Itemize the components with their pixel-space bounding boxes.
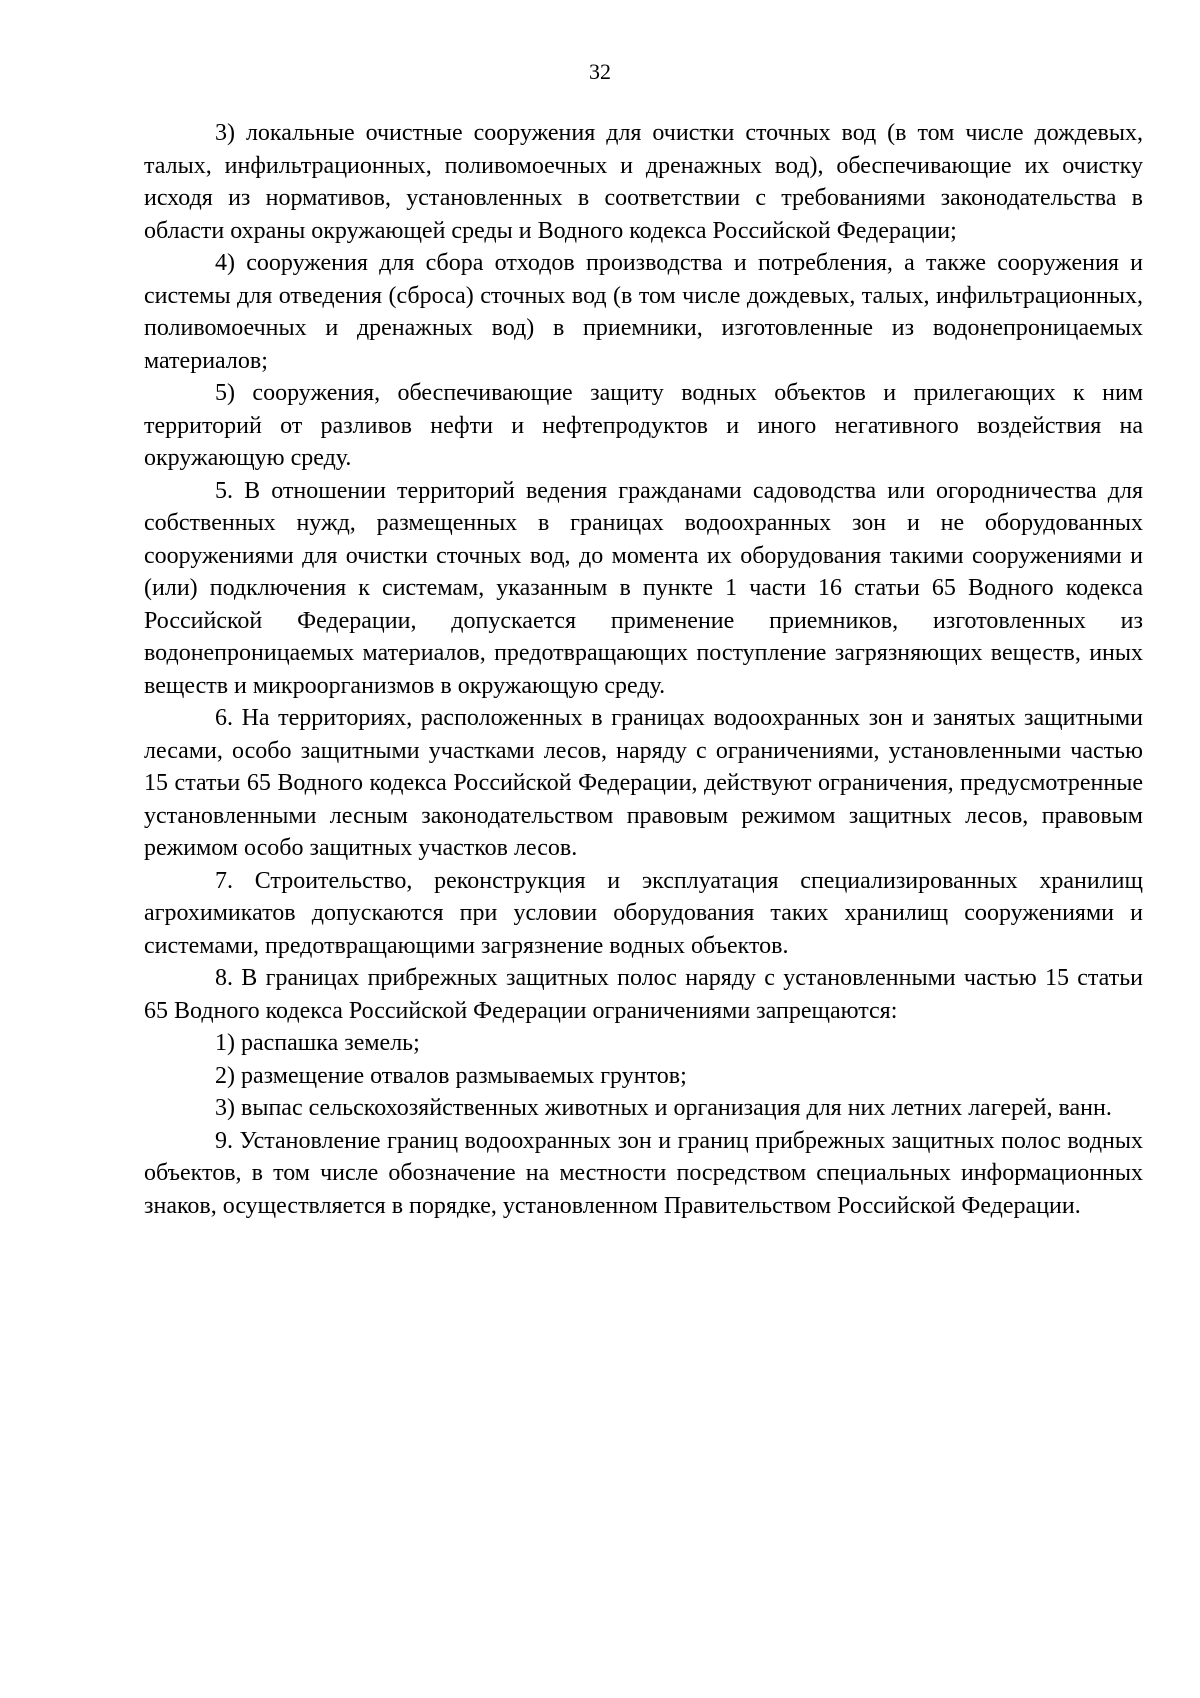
page-number: 32: [589, 59, 611, 84]
paragraph-item-2-dumps: 2) размещение отвалов размываемых грунтов;: [215, 1062, 687, 1089]
paragraph-item-4-waste-collection: 4) сооружения для сбора отходов производства и потребления, а также сооружения и системы для отведения (сброса) сточных вод (в том числе дождевых, талых, инфильтрационных, поливомоечных и дренажных вод) в приемники, изготовленные из водонепроницаемых материалов;: [144, 250, 1143, 374]
document-body: [144, 117, 1143, 1222]
paragraph-clause-5-gardening: 5. В отношении территорий ведения гражданами садоводства или огородничества для собственных нужд, размещенных в границах водоохранных зон и не оборудованных сооружениями для очистки сточных вод, до момента их оборудования такими сооружениями и (или) подключения к системам, указанным в пункте 1 части 16 статьи 65 Водного кодекса Российской Федерации, допускается применение приемников, изготовленных из водонепроницаемых материалов, предотвращающих поступление загрязняющих веществ, иных веществ и микроорганизмов в окружающую среду.: [144, 477, 1143, 699]
paragraph-item-1-plowing: 1) распашка земель;: [215, 1030, 420, 1056]
paragraph-clause-9-boundaries: 9. Установление границ водоохранных зон и границ прибрежных защитных полос водных объектов, в том числе обозначение на местности посредством специальных информационных знаков, осуществляется в порядке, установленном Правительством Российской Федерации.: [144, 1127, 1143, 1219]
paragraph-item-3-local-treatment: 3) локальные очистные сооружения для очистки сточных вод (в том числе дождевых, талых, инфильтрационных, поливомоечных и дренажных вод), обеспечивающие их очистку исходя из нормативов, установленных в соответствии с требованиями законодательства в области охраны окружающей среды и Водного кодекса Российской Федерации;: [144, 120, 1143, 244]
paragraph-item-5-oil-spill-protection: 5) сооружения, обеспечивающие защиту водных объектов и прилегающих к ним территорий от разливов нефти и нефтепродуктов и иного негативного воздействия на окружающую среду.: [144, 380, 1143, 471]
paragraph-item-3-grazing: 3) выпас сельскохозяйственных животных и организация для них летних лагерей, ванн.: [215, 1095, 1112, 1121]
paragraph-clause-7-agrochemical-storage: 7. Строительство, реконструкция и эксплуатация специализированных хранилищ агрохимикатов допускаются при условии оборудования таких хранилищ сооружениями и системами, предотвращающими загрязнение водных объектов.: [144, 867, 1143, 959]
paragraph-clause-6-protective-forests: 6. На территориях, расположенных в границах водоохранных зон и занятых защитными лесами, особо защитными участками лесов, наряду с ограничениями, установленными частью 15 статьи 65 Водного кодекса Российской Федерации, действуют ограничения, предусмотренные установленными лесным законодательством правовым режимом защитных лесов, правовым режимом особо защитных участков лесов.: [144, 705, 1143, 861]
paragraph-clause-8-coastal-strips: 8. В границах прибрежных защитных полос наряду с установленными частью 15 статьи 65 Водного кодекса Российской Федерации ограничениями запрещаются:: [144, 965, 1143, 1024]
